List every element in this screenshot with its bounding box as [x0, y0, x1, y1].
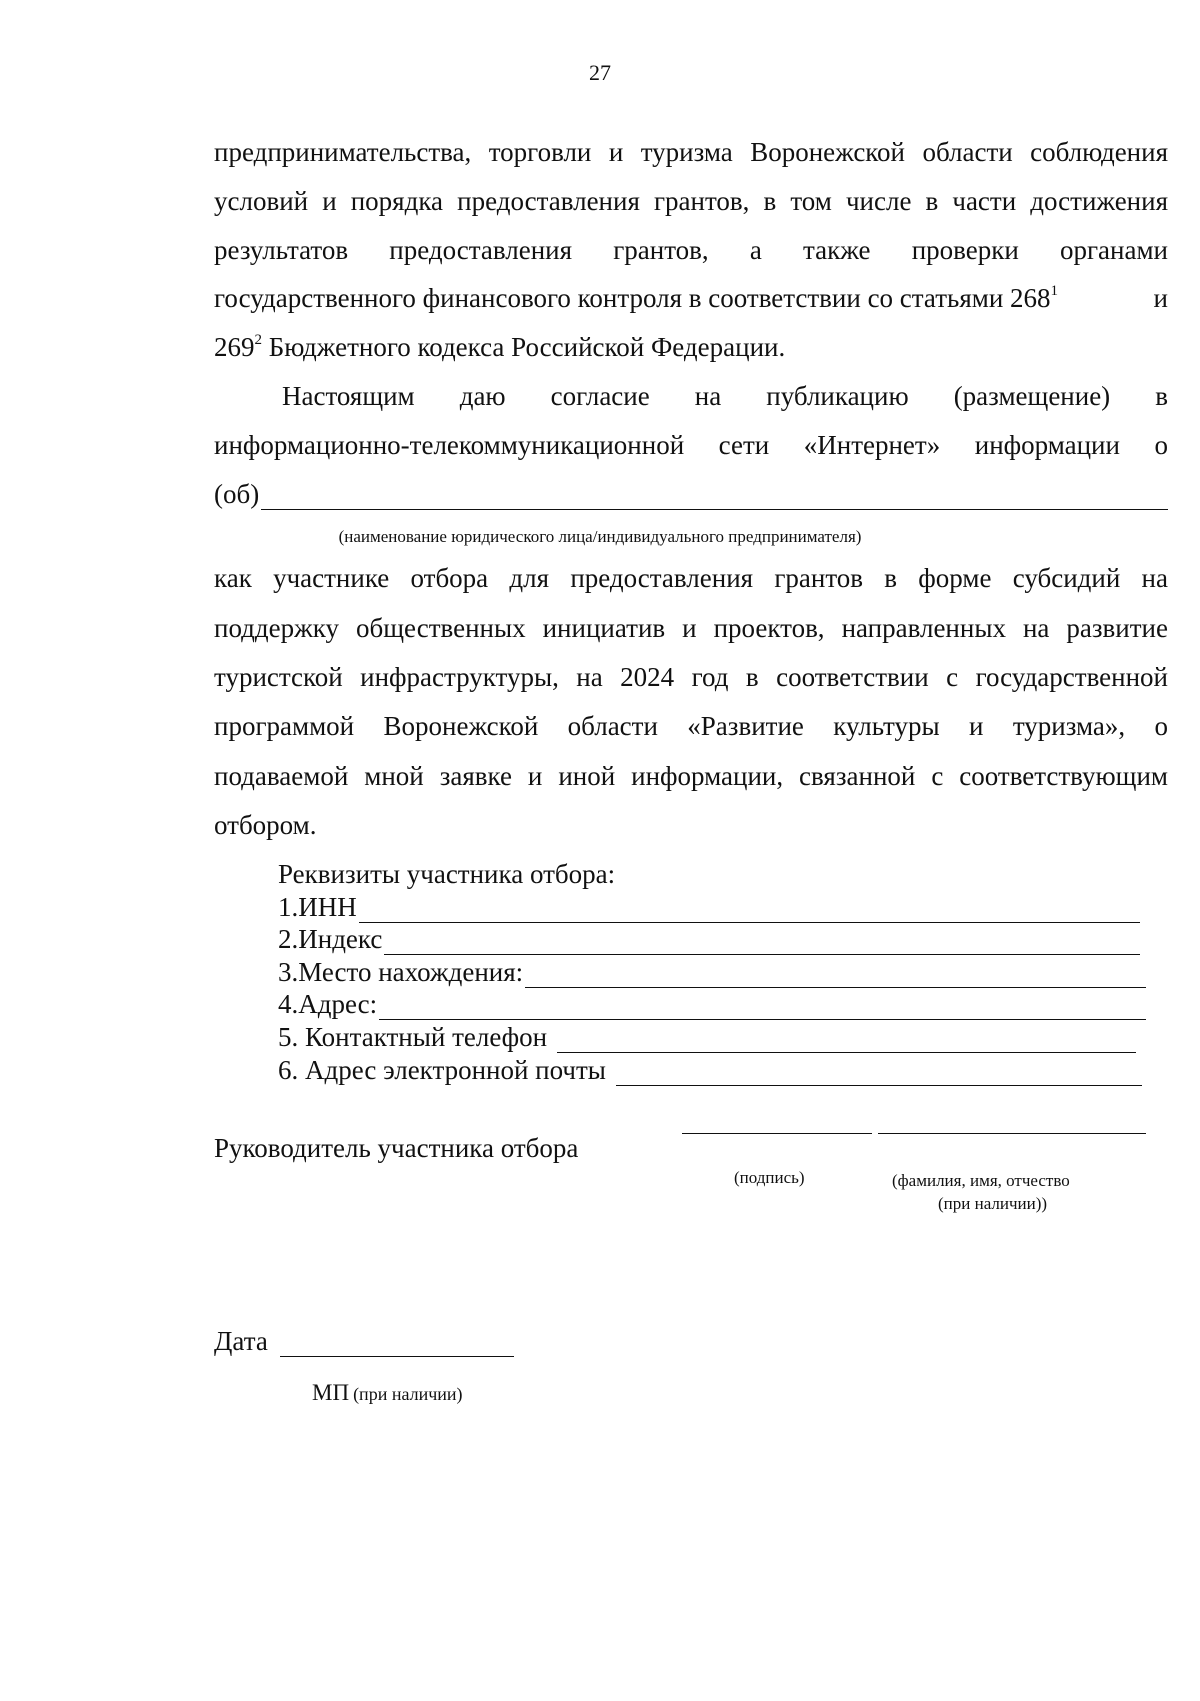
index-field[interactable]: [384, 928, 1140, 955]
requisites-title-text: Реквизиты участника отбора:: [278, 859, 616, 889]
phone-field[interactable]: [557, 1026, 1136, 1053]
requisite-location-row: [278, 956, 1146, 988]
requisite-label: 3.Место нахождения:: [278, 957, 524, 987]
superscript: 2: [254, 332, 262, 348]
paragraph-line: условий и порядка предоставления грантов, в том числе в части достижения: [214, 186, 1168, 216]
paragraph-line: [214, 282, 1168, 314]
field-caption: (наименование юридического лица/индивидуального предпринимателя): [338, 527, 862, 546]
paragraph-text: 269: [214, 332, 255, 362]
inn-field[interactable]: [359, 896, 1140, 923]
email-field[interactable]: [616, 1059, 1142, 1086]
stamp-label: МП: [312, 1380, 350, 1405]
paragraph-line: [214, 331, 1168, 363]
stamp-place: [312, 1380, 463, 1406]
paragraph-text: и: [1153, 283, 1168, 313]
page-number: 27: [589, 60, 611, 85]
date-label: Дата: [214, 1326, 268, 1356]
stamp-note: (при наличии): [353, 1384, 463, 1404]
requisite-inn-row: [278, 891, 1140, 923]
full-name-caption: (фамилия, имя, отчество: [892, 1171, 1070, 1190]
date-row: [214, 1325, 514, 1357]
signature-field[interactable]: [682, 1133, 872, 1134]
paragraph-text: Бюджетного кодекса Российской Федерации.: [268, 332, 786, 362]
ob-field-row: [214, 478, 1168, 510]
paragraph-line: как участнике отбора для предоставления грантов в форме субсидий на: [214, 563, 1168, 593]
paragraph-line: поддержку общественных инициатив и проектов, направленных на развитие: [214, 613, 1168, 643]
requisite-label: 1.ИНН: [278, 892, 357, 922]
paragraph-line: предпринимательства, торговли и туризма Воронежской области соблюдения: [214, 137, 1168, 167]
paragraph-line: информационно-телекоммуникационной сети «Интернет» информации о: [214, 430, 1168, 460]
requisite-address-row: [278, 988, 1146, 1020]
signature-label: Руководитель участника отбора: [214, 1133, 579, 1163]
paragraph-line: результатов предоставления грантов, а также проверки органами: [214, 235, 1168, 265]
entity-name-field[interactable]: [261, 483, 1168, 510]
paragraph-line: программой Воронежской области «Развитие культуры и туризма», о: [214, 711, 1168, 741]
superscript: 1: [1050, 283, 1059, 299]
full-name-caption-note: (при наличии)): [938, 1194, 1048, 1213]
paragraph-line: отбором.: [214, 810, 317, 840]
requisite-label: 4.Адрес:: [278, 989, 378, 1019]
requisite-label: 6. Адрес электронной почты: [278, 1055, 606, 1085]
address-field[interactable]: [379, 993, 1146, 1020]
requisite-label: 2.Индекс: [278, 924, 383, 954]
requisite-email-row: [278, 1054, 1142, 1086]
location-field[interactable]: [525, 961, 1146, 988]
requisite-index-row: [278, 923, 1140, 955]
paragraph-text: государственного финансового контроля в соответствии со статьями 268: [214, 283, 1051, 313]
full-name-field[interactable]: [878, 1133, 1146, 1134]
requisites-title: [278, 858, 978, 890]
requisite-label: 5. Контактный телефон: [278, 1022, 548, 1052]
date-field[interactable]: [280, 1330, 514, 1357]
requisite-phone-row: [278, 1021, 1136, 1053]
signature-caption: (подпись): [734, 1168, 805, 1187]
paragraph-line: Настоящим даю согласие на публикацию (размещение) в: [282, 381, 1168, 411]
ob-label: (об): [214, 479, 260, 509]
paragraph-line: подаваемой мной заявке и иной информации, связанной с соответствующим: [214, 761, 1168, 791]
paragraph-line: туристской инфраструктуры, на 2024 год в соответствии с государственной: [214, 662, 1168, 692]
